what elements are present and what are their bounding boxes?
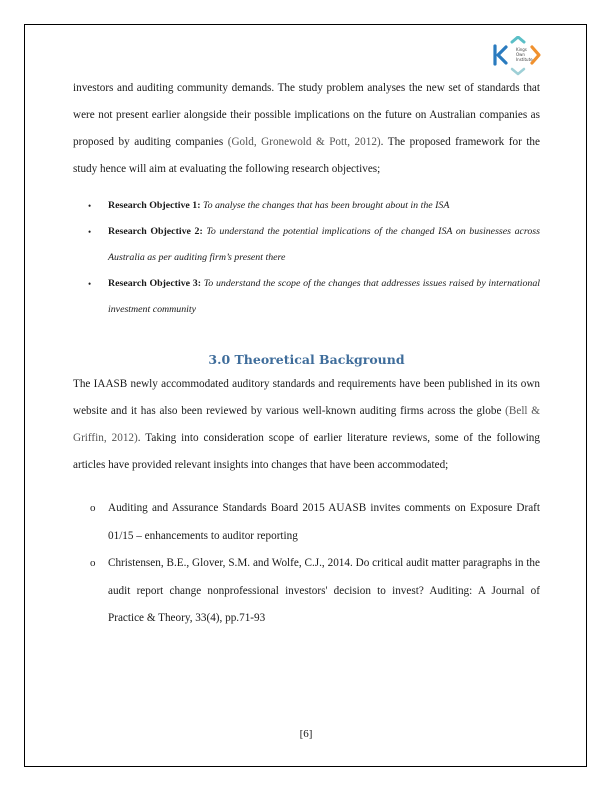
intro-text: . The proposed framework for the study hence will aim at evaluating the following research objectives;	[73, 136, 540, 175]
list-item	[73, 495, 540, 550]
objective-text: To understand the potential implications of the changed ISA on businesses across Australia as per auditing firm’s present there	[108, 226, 540, 263]
research-objectives-list	[73, 193, 540, 323]
objective-label: Research Objective 1:	[108, 200, 201, 211]
objective-label: Research Objective 3:	[108, 278, 201, 289]
objective-text: To analyse the changes that has been brought about in the ISA	[202, 200, 450, 211]
page-number: [6]	[299, 728, 313, 740]
intro-text: investors and auditing community demands. The study problem analyses the new set of standards that were not present earlier alongside their possible implications on the future on Australian companies as proposed by auditing companies	[73, 82, 540, 148]
logo-text-line: Own	[516, 52, 525, 57]
list-item	[73, 550, 540, 633]
reference-list	[73, 495, 540, 633]
bullet-icon: •	[88, 279, 92, 289]
circle-bullet-icon: o	[90, 502, 96, 514]
circle-bullet-icon: o	[90, 557, 96, 569]
section-heading: 3.0 Theoretical Background	[208, 352, 405, 367]
citation: (Gold, Gronewold & Pott, 2012)	[227, 136, 381, 148]
bullet-icon: •	[88, 201, 92, 211]
list-item	[73, 219, 540, 271]
background-paragraph	[73, 371, 540, 479]
logo-text-line: Kings	[516, 47, 527, 52]
bullet-icon: •	[88, 227, 92, 237]
document-body	[73, 75, 540, 633]
background-text: . Taking into consideration scope of earlier literature reviews, some of the following articles have provided relevant insights into changes that have been accommodated;	[73, 432, 540, 471]
background-text: The IAASB newly accommodated auditory standards and requirements have been published in its own website and it has also been reviewed by various well-known auditing firms across the globe	[73, 378, 540, 417]
intro-paragraph	[73, 75, 540, 183]
logo-text-line: Institute	[516, 57, 533, 62]
citation: (Bell & Griffin, 2012)	[73, 405, 540, 444]
list-item	[73, 193, 540, 219]
list-item	[73, 271, 540, 323]
reference-text: Auditing and Assurance Standards Board 2015 AUASB invites comments on Exposure Draft 01/15 – enhancements to auditor reporting	[108, 502, 540, 542]
reference-text: Christensen, B.E., Glover, S.M. and Wolfe, C.J., 2014. Do critical audit matter paragraphs in the audit report change nonprofessional investors' decision to invest? Auditing: A Journal of Practice & Theory, 33(4), pp.71-93	[108, 557, 540, 624]
objective-text: To understand the scope of the changes that addresses issues raised by international investment community	[108, 278, 540, 315]
objective-label: Research Objective 2:	[108, 226, 203, 237]
